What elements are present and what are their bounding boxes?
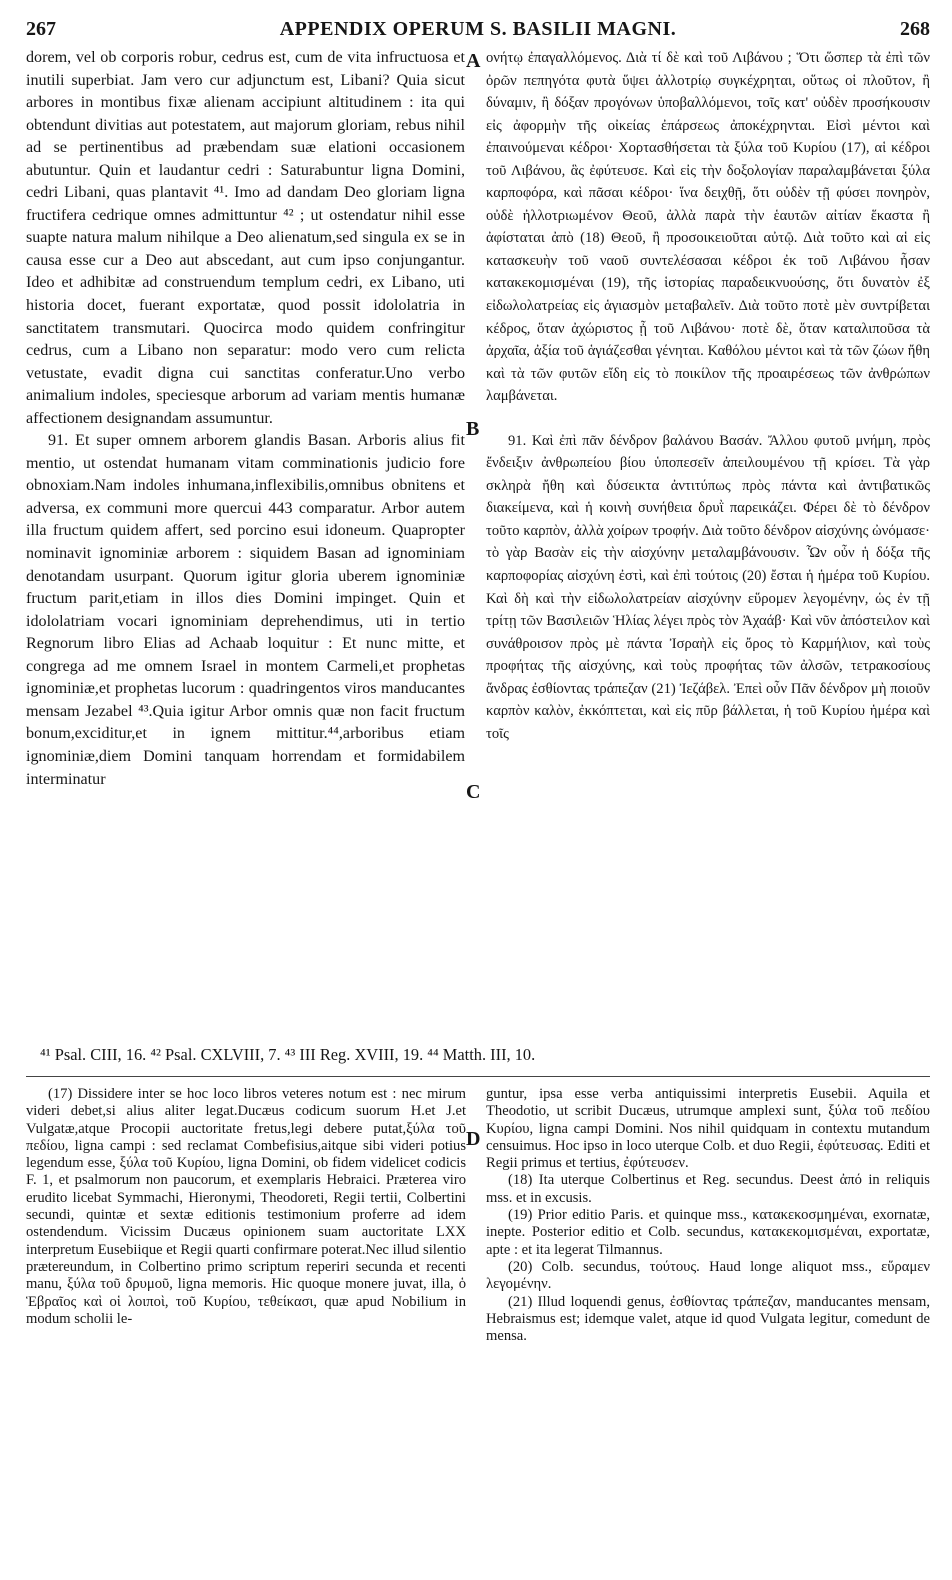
margin-marker-b: B [466, 418, 480, 440]
footnotes-right-column [486, 1086, 930, 1556]
latin-paragraph: 91. Et super omnem arborem glandis Basan. Arboris alius fit mentio, ut ostendat humanam vitam comminationis judicio fore obnoxiam.Nam indoles inhumana,inflexibilis,omnibus obnitens et adversa, ex communi more quercui 443 comparatur. Arbor autem illa fructum quidem affert, sed porcino esui idoneum. Quapropter nominavit ignominiæ arborem : siquidem Basan ad ignominiam denotandam usurpant. Quorum igitur gloria uberem ignominiæ fructum parit,etiam in illos dies Domini impinget. Quin et idololatriam vocari ignominiam deprehendimus, uti in tertio Regnorum libro Elias ad Achaab loquitur : Et nunc mitte, et congrega ad me omnem Israel in montem Carmeli,et prophetas ignominiæ,et prophetas lucorum : quadringentos viros manducantes mensam Jezabel ⁴³.Quia igitur Arbor omnis quæ non facit fructum bonum,exciditur,et in ignem mittitur.⁴⁴,arboribus etiam ignominiæ,diem Domini tanquam horrendam et formidabilem interminatur [26, 432, 465, 788]
running-header [26, 14, 930, 44]
greek-main-column [486, 47, 930, 1012]
latin-paragraph: dorem, vel ob corporis robur, cedrus est, cum de vita infructuosa et inutili superbiat. Jam vero cur adjunctum est, Libani? Quia sicut arbores in montibus fixæ alienam accipiunt altitudinem : ita qui obtendunt divitias aut potestatem, aut majorum gloriam, rebus nihil ad se pertinentibus ad præbendam suæ elationi occasionem abutuntur. Quin et laudantur cedri : Saturabuntur ligna Domini, cedri Libani, quas plantavit ⁴¹. Imo ad dandam Deo gloriam ligna fructifera cedrique omnes admittuntur ⁴² ; ut ostendatur nihil esse suapte natura malum nihilque a Deo alienatum,sed singula ex se in causa esse cur a Deo aut abscedant, aut cum ipso conjungantur. Ideo et adhibitæ ad construendum templum cedri, ex Libano, uti historia docet, fuerant exportatæ, quod possit idololatria in sanctitatem transmutari. Quocirca modo quidem confringitur cedrus, cum a Libano non separatur: modo vero cum relicta vetustate, evadit digna cui sanctitas conferatur.Uno verbo animalium indoles, speciesque arborum ad variam mentis humanæ affectionem designandam assumuntur. [26, 49, 465, 427]
margin-marker-c: C [466, 781, 481, 803]
footnote-divider [26, 1076, 930, 1077]
latin-main-column [26, 47, 465, 1012]
margin-marker-d: D [466, 1128, 481, 1150]
scripture-references: ⁴¹ Psal. CIII, 16. ⁴² Psal. CXLVIII, 7. ⁴³ III Reg. XVIII, 19. ⁴⁴ Matth. III, 10. [40, 1045, 536, 1064]
page-number-left: 267 [26, 18, 56, 40]
footnote: (20) Colb. secundus, τούτους. Haud longe aliquot mss., εὕραμεν λεγομένην. [486, 1258, 930, 1293]
footnotes-left-column [26, 1086, 466, 1556]
footnote: (17) Dissidere inter se hoc loco libros veteres notum est : nec mirum videri debet,si alius aliter legat.Ducæus codicum suorum H.et J.et Vulgatæ,atque Procopii auctoritate fretus,legi debere putat,ξύλα τοῦ πεδίου, ligna campi : sed reclamat Combefisius,aitque sibi videri potius legendum esse, ξύλα τοῦ Κυρίου, ligna Domini, ob fidem videlicet codicis F. 1, et psalmorum non paucorum, et exemplaris Hebraici. Præterea viro erudito licebat Symmachi, Hieronymi, Theodoreti, Regii tertii, Colbertini secundi, quintæ et sextæ editionis testimonium proferre ad idem ostendendum. Vicissim Ducæus opinionem suam auctoritate LXX interpretum Eusebiique et Regii quarti confirmare poterat.Nec illud silentio prætereundum, in Colbertino primo scriptum reperiri secunda et recenti manu, ξύλα τοῦ δρυμοῦ, ligna memoris. Hic quoque monere juvat, illa, ὁ Ἑβραῖος καὶ οἱ λοιποὶ, τοῦ Κυρίου, τεθείκασι, quæ apud Nobilium in modum scholii le- [26, 1086, 466, 1327]
greek-paragraph: ονήτῳ ἐπαγαλλόμενος. Διὰ τί δὲ καὶ τοῦ Λιβάνου ; Ὅτι ὥσπερ τὰ ἐπὶ τῶν ὀρῶν πεπηγότα φυτὰ ὕψει ἀλλοτρίῳ συγκέχρηται, οὕτως οἱ πλοῦτον, ἢ δύναμιν, ἢ δόξαν προγόνων ὑποβαλλόμενοι, τοῖς κατ' οὐδὲν προσήκουσιν εἰς ἀφορμὴν τῆς οἰκείας ἐπάρσεως ἀποκέχρηνται. Εἰσὶ μέντοι καὶ ἐπαινούμεναι κέδροι· Χορτασθήσεται τὰ ξύλα τοῦ Κυρίου (17), αἱ κέδροι τοῦ Λιβάνου, ἃς ἐφύτευσε. Καὶ εἰς τὴν δοξολογίαν παραλαμβάνεται ξύλα καρποφόρα, καὶ πᾶσαι κέδροι· ἵνα δειχθῇ, ὅτι οὐδὲν τῇ φύσει πονηρὸν, οὐδὲ ἠλλοτριωμένον Θεοῦ, ἀλλὰ παρὰ τὴν ἑαυτῶν αἰτίαν ἕκαστα ἢ ἀφίσταται ἀπὸ (18) Θεοῦ, ἢ προσοικειοῦται αὐτῷ. Διὰ τοῦτο καὶ αἱ εἰς κατασκευὴν τοῦ ναοῦ συντελέσασαι κέδροι ἐκ τοῦ Λιβάνου ἦσαν κατακεκομισμέναι (19), τῆς ἱστορίας παραδεικνυούσης, ὅτι δυνατὸν ἐξ εἰδωλολατρείας εἰς ἁγιασμὸν μεταβαλεῖν. Διὰ τοῦτο ποτὲ μὲν συντρίβεται κέδρος, ὅταν ἀχώριστος ᾖ τοῦ Λιβάνου· ποτὲ δὲ, ὅταν καταλιποῦσα τὰ ἀρχαῖα, ἀξία τοῦ ἁγιάζεσθαι γένηται. Καθόλου μέντοι καὶ τὰ τῶν ζώων ἤθη καὶ τὰ τῶν φυτῶν εἴδη εἰς τὸ ποικίλον τῆς προαιρέσεως τῶν ἀνθρώπων λαμβάνεται. [486, 50, 930, 405]
footnote: guntur, ipsa esse verba antiquissimi interpretis Eusebii. Aquila et Theodotio, ut scribit Ducæus, utrumque amplexi sunt, ξύλα τοῦ πεδίου Κυρίου, ligna campi Domini. Nos nihil quidquam in contextu mutandum censuimus. Hoc ipso in loco uterque Colb. et duo Regii, ἐφύτευσας. Editi et Regii primus et tertius, ἐφύτευσεν. [486, 1086, 930, 1172]
footnote: (21) Illud loquendi genus, ἐσθίοντας τράπεζαν, manducantes mensam, Hebraismus est; idemque valet, atque id quod Vulgata legitur, comedunt de mensa. [486, 1293, 930, 1345]
running-title: APPENDIX OPERUM S. BASILII MAGNI. [279, 18, 677, 40]
footnote: (19) Prior editio Paris. et quinque mss., κατακεκοσμημέναι, exornatæ, inepte. Posterior editio et Colb. secundus, κατακεκομισμέναι, exportatæ, apte : et ita legerat Tilmannus. [486, 1207, 930, 1258]
margin-marker-a: A [466, 50, 481, 72]
footnote: (18) Ita uterque Colbertinus et Reg. secundus. Deest ἀπό in reliquis mss. et in excusis. [486, 1172, 930, 1206]
page-number-right: 268 [900, 18, 930, 40]
greek-paragraph: 91. Καὶ ἐπὶ πᾶν δένδρον βαλάνου Βασάν. Ἄλλου φυτοῦ μνήμη, πρὸς ἔνδειξιν ἀνθρωπείου βίου ὑποπεσεῖν ἀπειλουμένου τῇ κρίσει. Τὰ γὰρ σκληρὰ ἤθη καὶ δύσεικτα ἀντιτύπως πρὸς πάντα καὶ ἀντιβατικῶς διακείμενα, καὶ ἡ κοινὴ συνήθεια δρυῒ παρεικάζει. Φέρει δὲ τὸ δένδρον τοῦτο καρπὸν, ἀλλὰ χοίρων τροφήν. Διὰ τοῦτο δένδρον αἰσχύνης ὠνόμασε· τὸ γὰρ Βασὰν εἰς τὴν αἰσχύνην μεταλαμβάνουσιν. Ὧν οὖν ἡ δόξα τῆς καρποφορίας αἰσχύνη ἐστὶ, καὶ ἐπὶ τούτοις (20) ἔσται ἡ ἡμέρα τοῦ Κυρίου. Καὶ δὴ καὶ τὴν εἰδωλολατρείαν αἰσχύνην εὕρομεν λεγομένην, ὡς ἐν τῇ τρίτῃ τῶν Βασιλειῶν Ἡλίας λέγει πρὸς τὸν Ἀχαάβ· Καὶ νῦν ἀπόστειλον καὶ συνάθροισον πρὸς μὲ πάντα Ἰσραὴλ εἰς ὄρος τὸ Καρμήλιον, καὶ τοὺς προφήτας τῆς αἰσχύνης, καὶ τοὺς προφήτας τῶν ἀλσῶν, τετρακοσίους ἄνδρας ἐσθίοντας τράπεζαν (21) Ἰεζάβελ. Ἐπεὶ οὖν Πᾶν δένδρον μὴ ποιοῦν καρπὸν καλὸν, ἐκκόπτεται, καὶ εἰς πῦρ βάλλεται, ἡ τοῦ Κυρίου ἡμέρα καὶ τοῖς [486, 432, 930, 742]
